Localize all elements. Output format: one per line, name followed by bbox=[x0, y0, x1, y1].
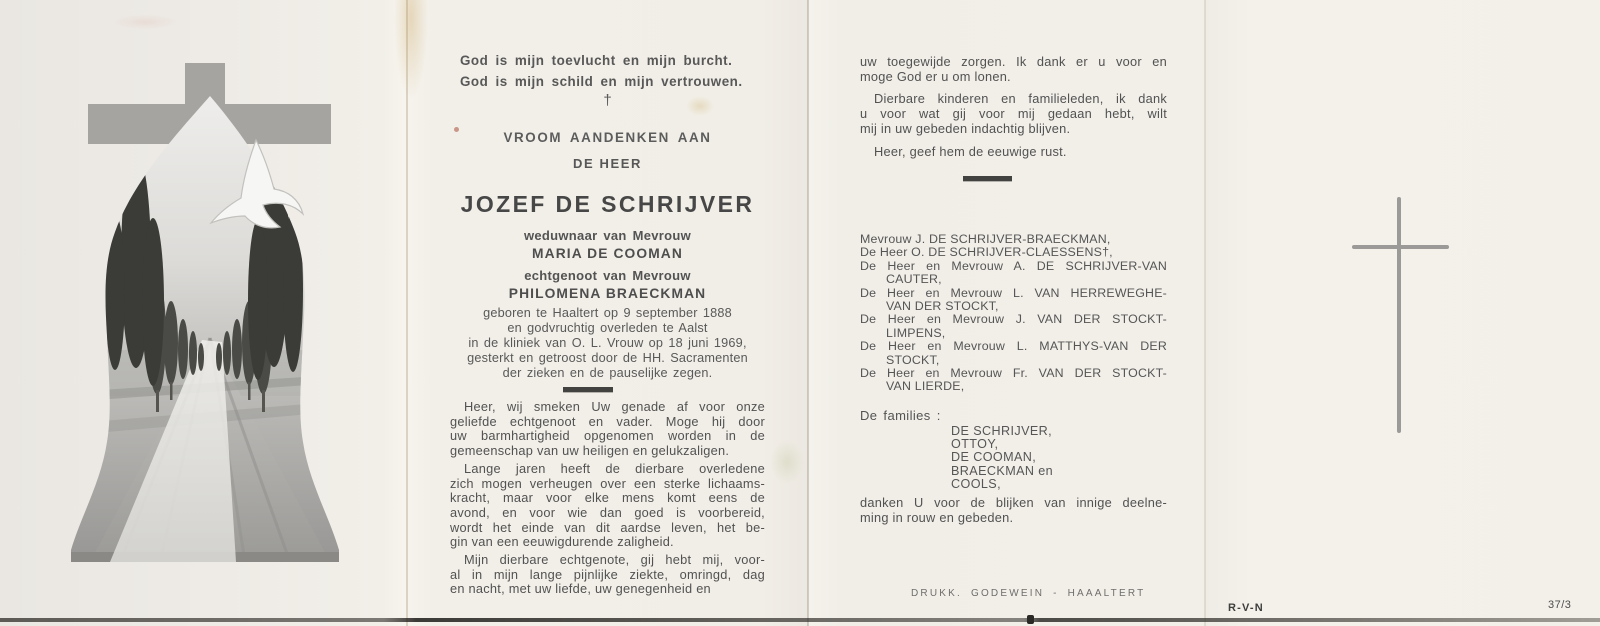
text-line: DE SCHRIJVER, bbox=[951, 424, 1053, 438]
text-line: VAN DER STOCKT, bbox=[886, 299, 999, 314]
panel-text-left bbox=[408, 0, 808, 626]
text-line: en godvruchtig overleden te Aalst bbox=[507, 321, 708, 335]
text-line: LIMPENS, bbox=[886, 325, 946, 340]
family-names-list bbox=[951, 425, 1167, 491]
text-line: God is mijn toevlucht en mijn burcht. bbox=[460, 53, 733, 68]
text-line: gemeenschap van uw heiligen en gelukzaligen. bbox=[450, 443, 730, 459]
widower-of-label: weduwnaar van Mevrouw bbox=[523, 228, 692, 243]
deceased-name: JOZEF DE SCHRIJVER bbox=[460, 191, 755, 217]
text-line: De Heer en Mevrouw Fr. VAN DER STOCKT- bbox=[860, 366, 1167, 381]
paragraph bbox=[860, 145, 1167, 160]
text-line: De Heer en Mevrouw A. DE SCHRIJVER-VAN bbox=[860, 258, 1167, 273]
mourner-entry bbox=[860, 246, 1167, 259]
text-line: Lange jaren heeft de dierbare overledene bbox=[464, 460, 765, 476]
panel-text-right bbox=[808, 0, 1205, 626]
memorial-heading: VROOM AANDENKEN AAN bbox=[503, 130, 712, 145]
paragraph bbox=[860, 92, 1167, 136]
paragraph bbox=[450, 400, 765, 459]
cross-symbol: † bbox=[603, 92, 612, 109]
second-wife-name: PHILOMENA BRAECKMAN bbox=[508, 286, 707, 301]
text-line: OTTOY, bbox=[951, 437, 999, 452]
mourner-entry bbox=[860, 340, 1167, 367]
first-wife-name: MARIA DE COOMAN bbox=[532, 246, 683, 261]
mourner-entry bbox=[860, 287, 1167, 314]
printer-credit: DRUKK. GODEWEIN - HAAALTERT bbox=[911, 588, 1146, 599]
text-line: uw barmhartigheid opgenomen worden in de bbox=[450, 428, 765, 444]
text-line: De Heer en Mevrouw L. MATTHYS-VAN DER bbox=[860, 339, 1167, 354]
text-line: kracht, maar voor elke mens komt eens de bbox=[450, 490, 765, 506]
text-line: uw toegewijde zorgen. Ik dank er u voor en bbox=[860, 54, 1167, 69]
text-line: der zieken en de pauselijke zegen. bbox=[502, 366, 713, 380]
text-line: avond, en voor wie dan goed is voorbereid, bbox=[450, 504, 765, 520]
text-line: ming in rouw en gebeden. bbox=[860, 509, 1014, 525]
text-line: wordt het einde van dit aardse leven, het be- bbox=[450, 519, 765, 535]
thin-cross-icon bbox=[1352, 245, 1449, 249]
text-line: De Heer O. DE SCHRIJVER-CLAESSENS†, bbox=[860, 245, 1113, 260]
scan-mark bbox=[1027, 615, 1034, 624]
paragraph bbox=[860, 55, 1167, 84]
text-line: zich mogen verheugen over een sterke lichaams- bbox=[450, 475, 765, 491]
print-number: 37/3 bbox=[1548, 599, 1572, 611]
text-line: De Heer en Mevrouw L. VAN HERREWEGHE- bbox=[860, 285, 1167, 300]
text-line: De Heer en Mevrouw J. VAN DER STOCKT- bbox=[860, 312, 1167, 327]
divider-rule bbox=[963, 176, 1012, 181]
text-line: geliefde echtgenoot en vader. Moge hij door bbox=[450, 413, 765, 429]
fold-line bbox=[1204, 0, 1206, 626]
thin-cross-icon bbox=[1397, 197, 1401, 433]
thanks-paragraphs bbox=[860, 55, 1167, 159]
fold-line bbox=[406, 0, 408, 626]
text-line: gin van een eeuwigdurende zaligheid. bbox=[450, 534, 674, 550]
prayer-paragraphs bbox=[450, 400, 765, 597]
text-line: moge God er u om lonen. bbox=[860, 68, 1011, 84]
text-line: VAN LIERDE, bbox=[886, 379, 965, 394]
text-line: BRAECKMAN en bbox=[951, 463, 1054, 478]
closing-thanks bbox=[860, 496, 1167, 525]
motto-lines bbox=[460, 50, 760, 92]
title-de-heer: DE HEER bbox=[573, 156, 642, 171]
text-line: geboren te Haaltert op 9 september 1888 bbox=[483, 306, 732, 320]
text-line: STOCKT, bbox=[886, 352, 940, 367]
paragraph bbox=[450, 462, 765, 550]
fold-line bbox=[807, 0, 809, 626]
text-line: Mijn dierbare echtgenote, gij hebt mij, voor- bbox=[464, 552, 765, 568]
husband-of-label: echtgenoot van Mevrouw bbox=[524, 268, 691, 283]
text-line: God is mijn schild en mijn vertrouwen. bbox=[460, 74, 743, 89]
paragraph bbox=[450, 553, 765, 597]
scan-edge-line bbox=[0, 618, 1600, 622]
memorial-artwork bbox=[50, 50, 350, 570]
mourner-entry bbox=[860, 260, 1167, 287]
text-line: danken U voor de blijken van innige deelne- bbox=[860, 495, 1167, 510]
text-line: al in mijn lange pijnlijke ziekte, omringd, dag bbox=[450, 566, 765, 582]
text-line: DE COOMAN, bbox=[951, 450, 1037, 465]
mourner-entry bbox=[860, 313, 1167, 340]
text-line: u voor wat gij voor mij gedaan hebt, wilt bbox=[860, 106, 1167, 122]
mourners-list bbox=[860, 233, 1167, 394]
mourner-entry bbox=[860, 233, 1167, 246]
text-line: CAUTER, bbox=[886, 272, 942, 287]
text-line: en nacht, met uw liefde, uw genegenheid en bbox=[450, 581, 711, 597]
families-label: De families : bbox=[860, 408, 941, 423]
text-line: in de kliniek van O. L. Vrouw op 18 juni 1969, bbox=[468, 336, 747, 350]
divider-rule bbox=[563, 387, 613, 392]
text-line: Mevrouw J. DE SCHRIJVER-BRAECKMAN, bbox=[860, 232, 1111, 246]
print-code: R-V-N bbox=[1228, 602, 1264, 614]
text-line: Heer, geef hem de eeuwige rust. bbox=[874, 143, 1067, 159]
text-line: COOLS, bbox=[951, 476, 1001, 491]
mourner-entry bbox=[860, 367, 1167, 394]
text-line: gesterkt en getroost door de HH. Sacramenten bbox=[467, 351, 748, 365]
text-line: Heer, wij smeken Uw genade af voor onze bbox=[464, 399, 765, 414]
panel-illustration bbox=[0, 0, 408, 626]
text-line: Dierbare kinderen en familieleden, ik dank bbox=[874, 91, 1167, 107]
text-line: mij in uw gebeden indachtig blijven. bbox=[860, 120, 1071, 136]
life-dates bbox=[450, 306, 765, 381]
panel-cross bbox=[1205, 0, 1600, 626]
